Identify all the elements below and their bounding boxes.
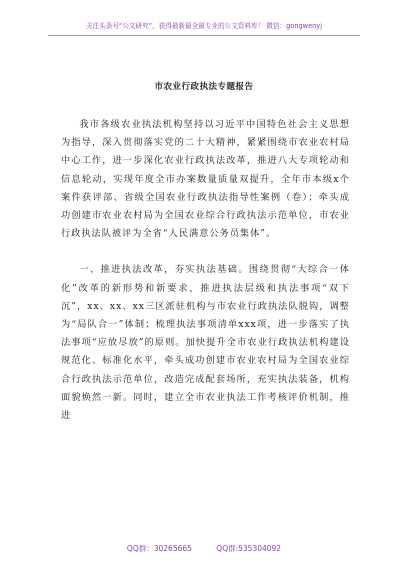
header-divider — [48, 35, 360, 36]
page-header-banner: 关注头条号“公文研究”，获得最新最全最专业的公文资料库！ 微信：gongwenyj — [85, 22, 323, 30]
document-body — [61, 116, 350, 425]
body-paragraph: 我市各级农业执法机构坚持以习近平中国特色社会主义思想为指导，深入贯彻落实党的二十大精神，紧紧围绕市农业农村局中心工作，进一步深化农业行政执法改革，推进八大专项轮动和信息轮动，实现年度全市办案数量质量双提升，全年市本级x个案件获评部、省级全国农业行政执法指导性案例（卷）；牵头成功创建市农业农村局为全国农业综合行政执法示范单位，市农业行政执法队被评为全省“人民满意公务员集体”。 — [61, 119, 350, 240]
footer-qq-group-1: QQ群：30265665 — [126, 544, 192, 553]
footer-qq-group-2: QQ群:535304092 — [216, 544, 282, 553]
document-title: 市农业行政执法专题报告 — [154, 82, 254, 92]
body-paragraph: 一、推进执法改革，夯实执法基础。围绕贯彻“大综合一体化”改革的新形势和新要求，推进执法层级和执法事项“双下沉”，xx、xx、xx三区派驻机构与市农业行政执法队脱钩，调整为“局队合一”体制；梳理执法事项清单xxx项，进一步落实了执法事项“应放尽放”的原则。加快提升全市农业行政执法机构建设规范化、标准化水平，牵头成功创建市农业农村局为全国农业综合行政执法示范单位，改造完成配套场所，充实执法装备，机构面貌焕然一新。同时，建立全市农业执法工作考核评价机制，推进 — [61, 264, 350, 422]
page-footer — [0, 543, 408, 554]
